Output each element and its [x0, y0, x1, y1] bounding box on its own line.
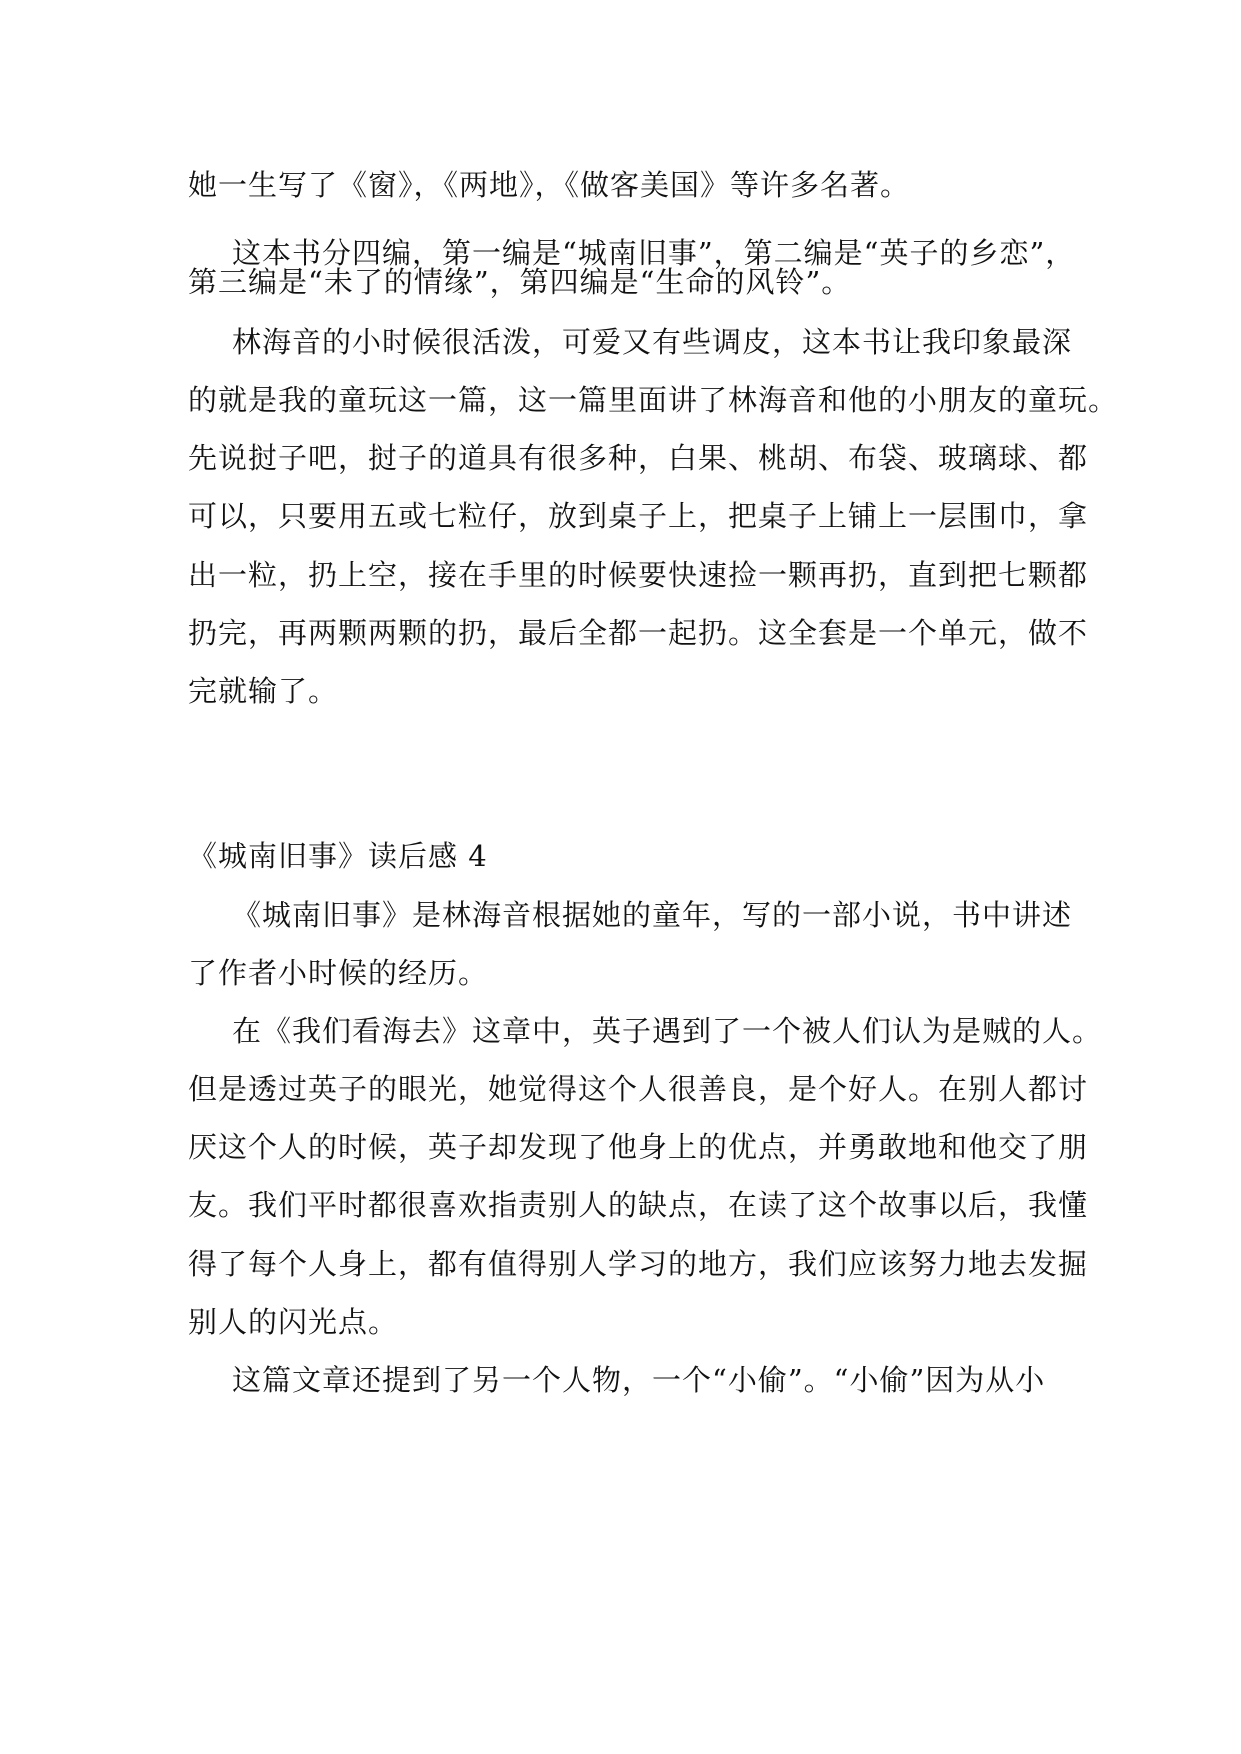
paragraph-line: 的就是我的童玩这一篇，这一篇里面讲了林海音和他的小朋友的童玩。: [188, 383, 1119, 417]
paragraph-line: 《城南旧事》是林海音根据她的童年，写的一部小说，书中讲述: [232, 898, 1073, 932]
paragraph-line: 友。我们平时都很喜欢指责别人的缺点，在读了这个故事以后，我懂: [188, 1188, 1089, 1222]
paragraph-line: 了作者小时候的经历。: [188, 956, 489, 990]
paragraph-line: 先说挝子吧，挝子的道具有很多种，白果、桃胡、布袋、玻璃球、都: [188, 441, 1089, 475]
paragraph-line: 别人的闪光点。: [188, 1305, 399, 1339]
paragraph-line: 第三编是“未了的情缘”，第四编是“生命的风铃”。: [188, 265, 852, 299]
paragraph-line: 得了每个人身上，都有值得别人学习的地方，我们应该努力地去发掘: [188, 1247, 1089, 1281]
paragraph-line: 扔完，再两颗两颗的扔，最后全都一起扔。这全套是一个单元，做不: [188, 616, 1089, 650]
paragraph-line: 这本书分四编，第一编是“城南旧事”，第二编是“英子的乡恋”，: [232, 236, 1076, 270]
paragraph-line: 完就输了。: [188, 674, 339, 708]
paragraph-line: 出一粒，扔上空，接在手里的时候要快速捡一颗再扔，直到把七颗都: [188, 558, 1089, 592]
paragraph-line: 林海音的小时候很活泼，可爱又有些调皮，这本书让我印象最深: [232, 325, 1073, 359]
paragraph-line: 这篇文章还提到了另一个人物，一个“小偷”。“小偷”因为从小: [232, 1363, 1046, 1397]
paragraph-line: 在《我们看海去》这章中，英子遇到了一个被人们认为是贼的人。: [232, 1014, 1103, 1048]
section-heading: 《城南旧事》读后感 4: [188, 839, 488, 873]
paragraph-line: 可以，只要用五或七粒仔，放到桌子上，把桌子上铺上一层围巾，拿: [188, 499, 1089, 533]
paragraph-line: 厌这个人的时候，英子却发现了他身上的优点，并勇敢地和他交了朋: [188, 1130, 1089, 1164]
paragraph-line: 她一生写了《窗》，《两地》，《做客美国》等许多名著。: [188, 168, 911, 202]
paragraph-line: 但是透过英子的眼光，她觉得这个人很善良，是个好人。在别人都讨: [188, 1072, 1089, 1106]
